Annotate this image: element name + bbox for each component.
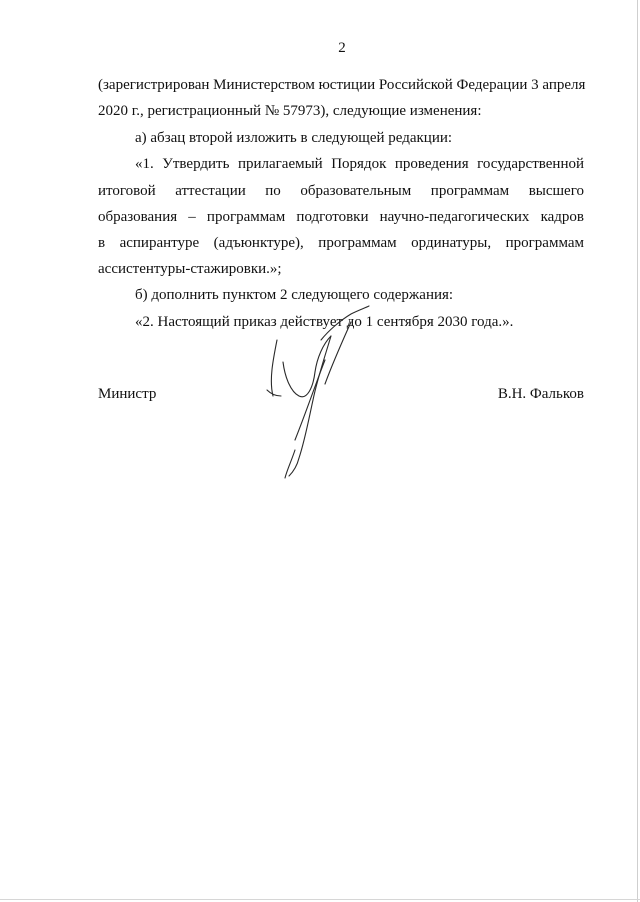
body-line: (зарегистрирован Министерством юстиции Российской Федерации 3 апреля [98, 77, 586, 93]
body-line: а) абзац второй изложить в следующей редакции: [135, 130, 453, 146]
handwritten-signature [255, 300, 405, 480]
body-line: итоговой аттестации по образовательным программам высшего [98, 183, 584, 199]
scan-edge-bottom [0, 899, 640, 900]
body-line: в аспирантуре (адъюнктуре), программам ординатуры, программам [98, 235, 584, 251]
scan-edge-right [637, 0, 638, 902]
body-line: образования – программам подготовки научно-педагогических кадров [98, 209, 584, 225]
page-number: 2 [338, 40, 346, 56]
signatory-title: Министр [98, 386, 157, 402]
body-line: 2020 г., регистрационный № 57973), следующие изменения: [98, 103, 482, 119]
body-line: ассистентуры-стажировки.»; [98, 261, 282, 277]
body-line: «1. Утвердить прилагаемый Порядок проведения государственной [135, 156, 584, 172]
body-line: б) дополнить пунктом 2 следующего содержания: [135, 287, 454, 303]
body-line: «2. Настоящий приказ действует до 1 сентября 2030 года.». [135, 314, 514, 330]
signatory-name: В.Н. Фальков [497, 386, 584, 402]
